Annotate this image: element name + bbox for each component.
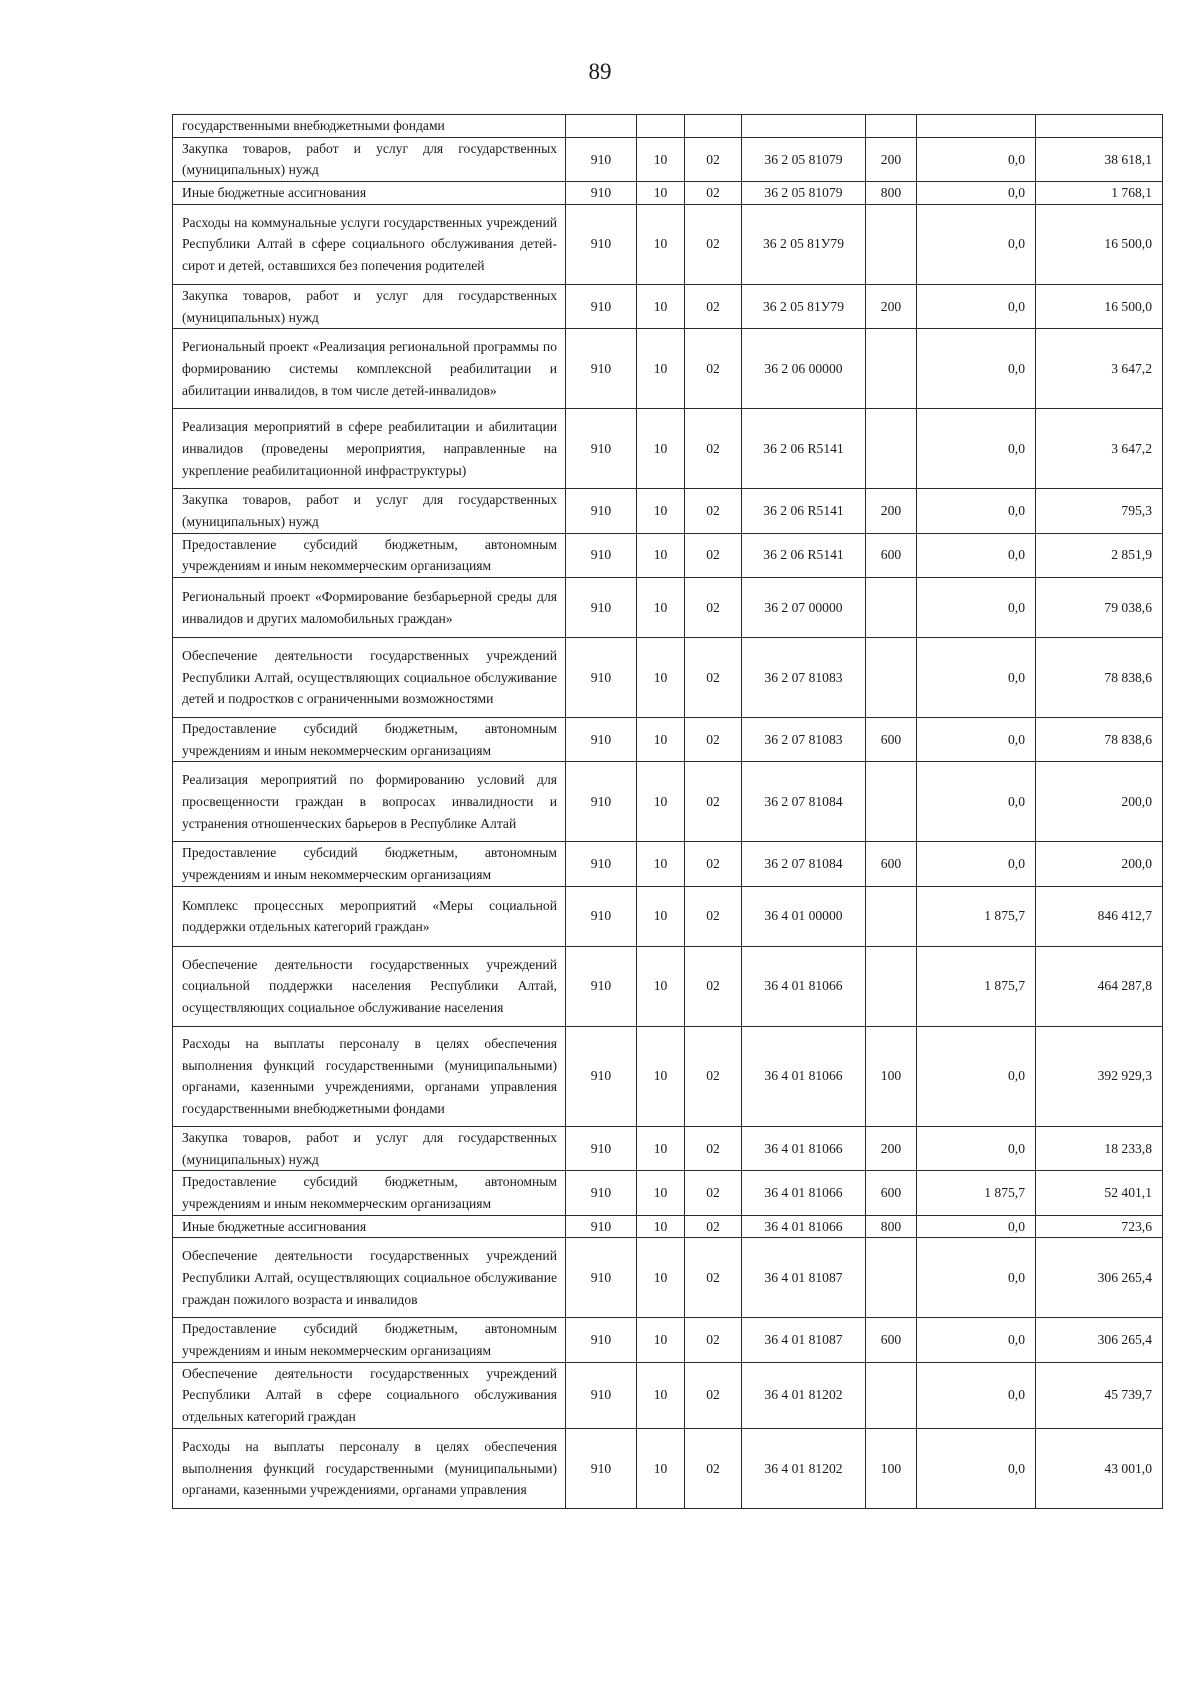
expense-type-cell: 600	[866, 842, 917, 886]
subsection-code-cell: 02	[685, 946, 742, 1026]
subsection-code-cell: 02	[685, 1238, 742, 1318]
expense-type-cell: 800	[866, 182, 917, 205]
amount-2-cell: 3 647,2	[1036, 329, 1163, 409]
amount-1-cell: 0,0	[917, 578, 1036, 638]
budget-table	[172, 114, 1163, 1509]
amount-2-cell: 52 401,1	[1036, 1171, 1163, 1215]
amount-2-cell: 16 500,0	[1036, 284, 1163, 328]
grbs-code-cell: 910	[566, 946, 637, 1026]
grbs-code-cell: 910	[566, 1215, 637, 1238]
row-name-cell: Закупка товаров, работ и услуг для государственных (муниципальных) нужд	[173, 1126, 566, 1170]
row-name-cell: Предоставление субсидий бюджетным, автономным учреждениям и иным некоммерческим организациям	[173, 1318, 566, 1362]
subsection-code-cell: 02	[685, 886, 742, 946]
row-name-cell: Региональный проект «Формирование безбарьерной среды для инвалидов и других маломобильных граждан»	[173, 578, 566, 638]
section-code-cell: 10	[637, 1238, 685, 1318]
subsection-code-cell: 02	[685, 1026, 742, 1126]
section-code-cell: 10	[637, 329, 685, 409]
subsection-code-cell	[685, 115, 742, 138]
expense-type-cell: 600	[866, 1318, 917, 1362]
amount-2-cell: 3 647,2	[1036, 409, 1163, 489]
table-row	[173, 946, 1163, 1026]
subsection-code-cell: 02	[685, 1126, 742, 1170]
table-row	[173, 137, 1163, 181]
target-article-cell: 36 2 05 81079	[742, 182, 866, 205]
table-row	[173, 409, 1163, 489]
amount-1-cell: 0,0	[917, 638, 1036, 718]
grbs-code-cell: 910	[566, 886, 637, 946]
grbs-code-cell: 910	[566, 137, 637, 181]
grbs-code-cell: 910	[566, 533, 637, 577]
amount-2-cell: 79 038,6	[1036, 578, 1163, 638]
row-name-cell: Предоставление субсидий бюджетным, автономным учреждениям и иным некоммерческим организациям	[173, 842, 566, 886]
amount-1-cell: 0,0	[917, 489, 1036, 533]
amount-1-cell: 0,0	[917, 329, 1036, 409]
amount-1-cell: 0,0	[917, 1126, 1036, 1170]
target-article-cell: 36 2 07 81083	[742, 638, 866, 718]
subsection-code-cell: 02	[685, 578, 742, 638]
table-row	[173, 638, 1163, 718]
target-article-cell: 36 2 05 81У79	[742, 204, 866, 284]
section-code-cell: 10	[637, 284, 685, 328]
expense-type-cell: 600	[866, 533, 917, 577]
row-name-cell: Иные бюджетные ассигнования	[173, 182, 566, 205]
target-article-cell: 36 2 06 R5141	[742, 489, 866, 533]
target-article-cell: 36 4 01 81087	[742, 1238, 866, 1318]
table-row	[173, 1215, 1163, 1238]
amount-2-cell: 200,0	[1036, 842, 1163, 886]
target-article-cell: 36 2 05 81У79	[742, 284, 866, 328]
target-article-cell: 36 4 01 81202	[742, 1362, 866, 1428]
grbs-code-cell: 910	[566, 718, 637, 762]
table-row	[173, 1318, 1163, 1362]
expense-type-cell: 200	[866, 284, 917, 328]
expense-type-cell	[866, 329, 917, 409]
target-article-cell: 36 4 01 81066	[742, 1026, 866, 1126]
row-name-cell: Предоставление субсидий бюджетным, автономным учреждениям и иным некоммерческим организациям	[173, 718, 566, 762]
expense-type-cell: 600	[866, 718, 917, 762]
subsection-code-cell: 02	[685, 533, 742, 577]
grbs-code-cell: 910	[566, 409, 637, 489]
table-row	[173, 1238, 1163, 1318]
amount-2-cell: 392 929,3	[1036, 1026, 1163, 1126]
amount-2-cell: 306 265,4	[1036, 1318, 1163, 1362]
target-article-cell: 36 4 01 81066	[742, 1215, 866, 1238]
row-name-cell: Расходы на выплаты персоналу в целях обеспечения выполнения функций государственными (муниципальными) органами, казенными учреждениями, органами управления	[173, 1428, 566, 1508]
amount-2-cell: 18 233,8	[1036, 1126, 1163, 1170]
amount-2-cell: 78 838,6	[1036, 718, 1163, 762]
grbs-code-cell: 910	[566, 1126, 637, 1170]
section-code-cell: 10	[637, 489, 685, 533]
row-name-cell: Расходы на коммунальные услуги государственных учреждений Республики Алтай в сфере социального обслуживания детей-сирот и детей, оставшихся без попечения родителей	[173, 204, 566, 284]
target-article-cell: 36 2 07 81084	[742, 762, 866, 842]
target-article-cell: 36 2 06 R5141	[742, 409, 866, 489]
grbs-code-cell: 910	[566, 329, 637, 409]
amount-1-cell: 0,0	[917, 284, 1036, 328]
grbs-code-cell: 910	[566, 578, 637, 638]
target-article-cell: 36 2 07 81083	[742, 718, 866, 762]
section-code-cell: 10	[637, 409, 685, 489]
row-name-cell: Закупка товаров, работ и услуг для государственных (муниципальных) нужд	[173, 284, 566, 328]
table-row	[173, 533, 1163, 577]
table-row	[173, 182, 1163, 205]
grbs-code-cell: 910	[566, 762, 637, 842]
section-code-cell: 10	[637, 578, 685, 638]
amount-1-cell: 0,0	[917, 533, 1036, 577]
section-code-cell: 10	[637, 182, 685, 205]
amount-1-cell: 0,0	[917, 1318, 1036, 1362]
subsection-code-cell: 02	[685, 1318, 742, 1362]
expense-type-cell	[866, 946, 917, 1026]
subsection-code-cell: 02	[685, 284, 742, 328]
table-row	[173, 1126, 1163, 1170]
subsection-code-cell: 02	[685, 409, 742, 489]
table-row	[173, 762, 1163, 842]
amount-2-cell: 43 001,0	[1036, 1428, 1163, 1508]
table-row	[173, 284, 1163, 328]
grbs-code-cell	[566, 115, 637, 138]
row-name-cell: Закупка товаров, работ и услуг для государственных (муниципальных) нужд	[173, 489, 566, 533]
row-name-cell: Предоставление субсидий бюджетным, автономным учреждениям и иным некоммерческим организациям	[173, 533, 566, 577]
grbs-code-cell: 910	[566, 1318, 637, 1362]
amount-1-cell: 0,0	[917, 762, 1036, 842]
section-code-cell: 10	[637, 638, 685, 718]
section-code-cell: 10	[637, 533, 685, 577]
expense-type-cell	[866, 886, 917, 946]
expense-type-cell	[866, 578, 917, 638]
section-code-cell: 10	[637, 842, 685, 886]
section-code-cell: 10	[637, 204, 685, 284]
amount-2-cell: 795,3	[1036, 489, 1163, 533]
section-code-cell: 10	[637, 946, 685, 1026]
row-name-cell: Комплекс процессных мероприятий «Меры социальной поддержки отдельных категорий граждан»	[173, 886, 566, 946]
amount-2-cell: 78 838,6	[1036, 638, 1163, 718]
grbs-code-cell: 910	[566, 1238, 637, 1318]
row-name-cell: Иные бюджетные ассигнования	[173, 1215, 566, 1238]
subsection-code-cell: 02	[685, 182, 742, 205]
section-code-cell: 10	[637, 1428, 685, 1508]
target-article-cell: 36 2 06 R5141	[742, 533, 866, 577]
grbs-code-cell: 910	[566, 638, 637, 718]
amount-2-cell: 45 739,7	[1036, 1362, 1163, 1428]
amount-1-cell: 1 875,7	[917, 946, 1036, 1026]
row-name-cell: Обеспечение деятельности государственных учреждений Республики Алтай в сфере социального обслуживания отдельных категорий граждан	[173, 1362, 566, 1428]
amount-2-cell: 464 287,8	[1036, 946, 1163, 1026]
target-article-cell: 36 2 07 81084	[742, 842, 866, 886]
section-code-cell: 10	[637, 718, 685, 762]
target-article-cell: 36 4 01 81202	[742, 1428, 866, 1508]
table-row	[173, 718, 1163, 762]
table-row	[173, 489, 1163, 533]
section-code-cell: 10	[637, 1126, 685, 1170]
target-article-cell: 36 4 01 81066	[742, 1126, 866, 1170]
expense-type-cell	[866, 762, 917, 842]
table-row	[173, 1428, 1163, 1508]
table-row	[173, 204, 1163, 284]
expense-type-cell	[866, 204, 917, 284]
subsection-code-cell: 02	[685, 718, 742, 762]
section-code-cell: 10	[637, 1171, 685, 1215]
amount-2-cell: 846 412,7	[1036, 886, 1163, 946]
subsection-code-cell: 02	[685, 329, 742, 409]
table-row	[173, 1171, 1163, 1215]
section-code-cell	[637, 115, 685, 138]
row-name-cell: Обеспечение деятельности государственных учреждений Республики Алтай, осуществляющих социальное обслуживание граждан пожилого возраста и инвалидов	[173, 1238, 566, 1318]
row-name-cell: Обеспечение деятельности государственных учреждений Республики Алтай, осуществляющих социальное обслуживание детей и подростков с ограниченными возможностями	[173, 638, 566, 718]
expense-type-cell	[866, 638, 917, 718]
amount-1-cell: 0,0	[917, 842, 1036, 886]
grbs-code-cell: 910	[566, 182, 637, 205]
amount-1-cell: 0,0	[917, 1238, 1036, 1318]
target-article-cell: 36 2 05 81079	[742, 137, 866, 181]
section-code-cell: 10	[637, 137, 685, 181]
amount-2-cell: 38 618,1	[1036, 137, 1163, 181]
section-code-cell: 10	[637, 1362, 685, 1428]
grbs-code-cell: 910	[566, 1026, 637, 1126]
amount-2-cell	[1036, 115, 1163, 138]
amount-1-cell: 0,0	[917, 137, 1036, 181]
target-article-cell: 36 4 01 81066	[742, 946, 866, 1026]
subsection-code-cell: 02	[685, 1428, 742, 1508]
target-article-cell: 36 4 01 81066	[742, 1171, 866, 1215]
amount-2-cell: 1 768,1	[1036, 182, 1163, 205]
amount-1-cell: 1 875,7	[917, 886, 1036, 946]
subsection-code-cell: 02	[685, 842, 742, 886]
amount-1-cell: 0,0	[917, 1428, 1036, 1508]
grbs-code-cell: 910	[566, 489, 637, 533]
row-name-cell: Реализация мероприятий по формированию условий для просвещенности граждан в вопросах инвалидности и устранения отношенческих барьеров в Республике Алтай	[173, 762, 566, 842]
page-number: 89	[588, 59, 612, 84]
section-code-cell: 10	[637, 1215, 685, 1238]
amount-1-cell: 0,0	[917, 204, 1036, 284]
row-name-cell: государственными внебюджетными фондами	[173, 115, 566, 138]
subsection-code-cell: 02	[685, 1362, 742, 1428]
expense-type-cell: 200	[866, 137, 917, 181]
amount-1-cell: 0,0	[917, 409, 1036, 489]
grbs-code-cell: 910	[566, 204, 637, 284]
grbs-code-cell: 910	[566, 1362, 637, 1428]
subsection-code-cell: 02	[685, 489, 742, 533]
grbs-code-cell: 910	[566, 1428, 637, 1508]
table-row	[173, 578, 1163, 638]
amount-2-cell: 306 265,4	[1036, 1238, 1163, 1318]
grbs-code-cell: 910	[566, 1171, 637, 1215]
table-row	[173, 886, 1163, 946]
target-article-cell	[742, 115, 866, 138]
section-code-cell: 10	[637, 886, 685, 946]
amount-2-cell: 2 851,9	[1036, 533, 1163, 577]
target-article-cell: 36 4 01 81087	[742, 1318, 866, 1362]
expense-type-cell: 200	[866, 1126, 917, 1170]
amount-1-cell: 0,0	[917, 182, 1036, 205]
amount-1-cell: 1 875,7	[917, 1171, 1036, 1215]
section-code-cell: 10	[637, 762, 685, 842]
target-article-cell: 36 2 07 00000	[742, 578, 866, 638]
expense-type-cell	[866, 1238, 917, 1318]
amount-1-cell: 0,0	[917, 1026, 1036, 1126]
expense-type-cell	[866, 1362, 917, 1428]
table-row	[173, 329, 1163, 409]
expense-type-cell: 100	[866, 1428, 917, 1508]
section-code-cell: 10	[637, 1318, 685, 1362]
table-row	[173, 842, 1163, 886]
table-body	[173, 115, 1163, 1509]
amount-1-cell: 0,0	[917, 1215, 1036, 1238]
subsection-code-cell: 02	[685, 1171, 742, 1215]
amount-2-cell: 200,0	[1036, 762, 1163, 842]
expense-type-cell: 200	[866, 489, 917, 533]
table-row	[173, 1362, 1163, 1428]
expense-type-cell: 100	[866, 1026, 917, 1126]
subsection-code-cell: 02	[685, 762, 742, 842]
subsection-code-cell: 02	[685, 204, 742, 284]
row-name-cell: Закупка товаров, работ и услуг для государственных (муниципальных) нужд	[173, 137, 566, 181]
grbs-code-cell: 910	[566, 284, 637, 328]
expense-type-cell	[866, 409, 917, 489]
subsection-code-cell: 02	[685, 137, 742, 181]
table-row	[173, 1026, 1163, 1126]
amount-2-cell: 16 500,0	[1036, 204, 1163, 284]
section-code-cell: 10	[637, 1026, 685, 1126]
row-name-cell: Обеспечение деятельности государственных учреждений социальной поддержки населения Республики Алтай, осуществляющих социальное обслуживание населения	[173, 946, 566, 1026]
row-name-cell: Предоставление субсидий бюджетным, автономным учреждениям и иным некоммерческим организациям	[173, 1171, 566, 1215]
subsection-code-cell: 02	[685, 1215, 742, 1238]
amount-2-cell: 723,6	[1036, 1215, 1163, 1238]
row-name-cell: Реализация мероприятий в сфере реабилитации и абилитации инвалидов (проведены мероприятия, направленные на укрепление реабилитационной инфраструктуры)	[173, 409, 566, 489]
expense-type-cell	[866, 115, 917, 138]
row-name-cell: Региональный проект «Реализация региональной программы по формированию системы комплексной реабилитации и абилитации инвалидов, в том числе детей-инвалидов»	[173, 329, 566, 409]
amount-1-cell	[917, 115, 1036, 138]
row-name-cell: Расходы на выплаты персоналу в целях обеспечения выполнения функций государственными (муниципальными) органами, казенными учреждениями, органами управления государственными внебюджетными фондами	[173, 1026, 566, 1126]
target-article-cell: 36 4 01 00000	[742, 886, 866, 946]
table-row	[173, 115, 1163, 138]
amount-1-cell: 0,0	[917, 718, 1036, 762]
amount-1-cell: 0,0	[917, 1362, 1036, 1428]
expense-type-cell: 600	[866, 1171, 917, 1215]
target-article-cell: 36 2 06 00000	[742, 329, 866, 409]
grbs-code-cell: 910	[566, 842, 637, 886]
subsection-code-cell: 02	[685, 638, 742, 718]
expense-type-cell: 800	[866, 1215, 917, 1238]
